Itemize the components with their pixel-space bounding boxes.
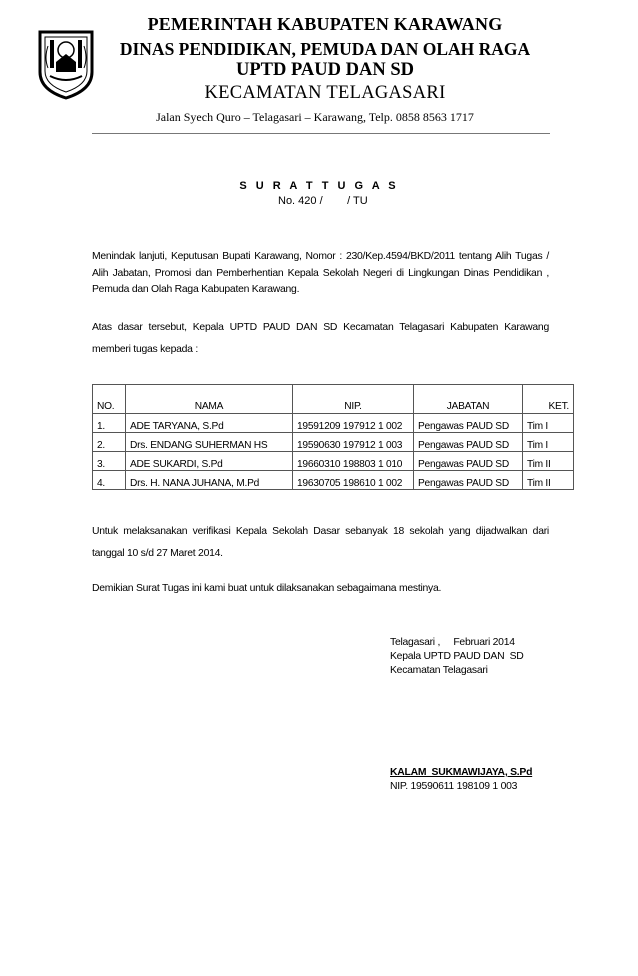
cell-jabatan: Pengawas PAUD SD (414, 433, 523, 452)
header-nip: NIP. (293, 385, 414, 414)
signature-block (390, 636, 524, 678)
cell-nama: ADE TARYANA, S.Pd (126, 414, 293, 433)
signatory-nip: NIP. 19590611 198109 1 003 (390, 781, 518, 792)
cell-no: 2. (93, 433, 126, 452)
assignee-table (92, 384, 574, 490)
cell-ket: Tim I (523, 414, 574, 433)
table-row (93, 471, 574, 490)
cell-no: 1. (93, 414, 126, 433)
letterhead-address: Jalan Syech Quro – Telagasari – Karawang, Telp. 0858 8563 1717 (156, 110, 474, 124)
cell-nip: 19590630 197912 1 003 (293, 433, 414, 452)
letterhead-line-department: DINAS PENDIDIKAN, PEMUDA DAN OLAH RAGA (119, 39, 531, 59)
signature-district: Kecamatan Telagasari (390, 665, 488, 676)
signatory-name: KALAM SUKMAWIJAYA, S.Pd (390, 767, 533, 778)
paragraph-assignment: Atas dasar tersebut, Kepala UPTD PAUD DAN SD Kecamatan Telagasari Kabupaten Karawang memberi tugas kepada : (92, 322, 549, 355)
letter-title: S U R A T T U G A S (239, 180, 399, 192)
table-header-row (93, 385, 574, 414)
cell-ket: Tim I (523, 433, 574, 452)
cell-nama: ADE SUKARDI, S.Pd (126, 452, 293, 471)
header-nama: NAMA (126, 385, 293, 414)
cell-ket: Tim II (523, 452, 574, 471)
cell-ket: Tim II (523, 471, 574, 490)
letterhead-line-district: KECAMATAN TELAGASARI (204, 83, 446, 103)
header-ket: KET. (523, 385, 574, 414)
letterhead-line-government: PEMERINTAH KABUPATEN KARAWANG (147, 14, 503, 34)
letterhead-divider (92, 133, 550, 134)
signature-position: Kepala UPTD PAUD DAN SD (390, 651, 524, 662)
table-row (93, 414, 574, 433)
cell-jabatan: Pengawas PAUD SD (414, 452, 523, 471)
cell-nip: 19630705 198610 1 002 (293, 471, 414, 490)
cell-nip: 19660310 198803 1 010 (293, 452, 414, 471)
paragraph-reference: Menindak lanjuti, Keputusan Bupati Karawang, Nomor : 230/Kep.4594/BKD/2011 tentang Alih Tugas / Alih Jabatan, Promosi dan Pemberhentian Kepala Sekolah Negeri di Lingkungan Dinas Pendidikan , Pemuda dan Olah Raga Kabupaten Karawang. (92, 251, 549, 295)
header-jabatan: JABATAN (414, 385, 523, 414)
table-row (93, 452, 574, 471)
cell-nama: Drs. ENDANG SUHERMAN HS (126, 433, 293, 452)
paragraph-closing: Demikian Surat Tugas ini kami buat untuk dilaksanakan sebagaimana mestinya. (92, 583, 442, 594)
table-row (93, 433, 574, 452)
cell-no: 4. (93, 471, 126, 490)
cell-no: 3. (93, 452, 126, 471)
paragraph-verification: Untuk melaksanakan verifikasi Kepala Sekolah Dasar sebanyak 18 sekolah yang dijadwalkan dari tanggal 10 s/d 27 Maret 2014. (92, 526, 549, 559)
header-no: NO. (93, 385, 126, 414)
cell-jabatan: Pengawas PAUD SD (414, 471, 523, 490)
karawang-regency-seal-icon (36, 28, 96, 100)
cell-nip: 19591209 197912 1 002 (293, 414, 414, 433)
signature-place-date: Telagasari , Februari 2014 (390, 637, 515, 648)
letterhead-line-unit: UPTD PAUD DAN SD (236, 60, 414, 80)
cell-jabatan: Pengawas PAUD SD (414, 414, 523, 433)
cell-nama: Drs. H. NANA JUHANA, M.Pd (126, 471, 293, 490)
letter-number: No. 420 / / TU (278, 195, 368, 207)
